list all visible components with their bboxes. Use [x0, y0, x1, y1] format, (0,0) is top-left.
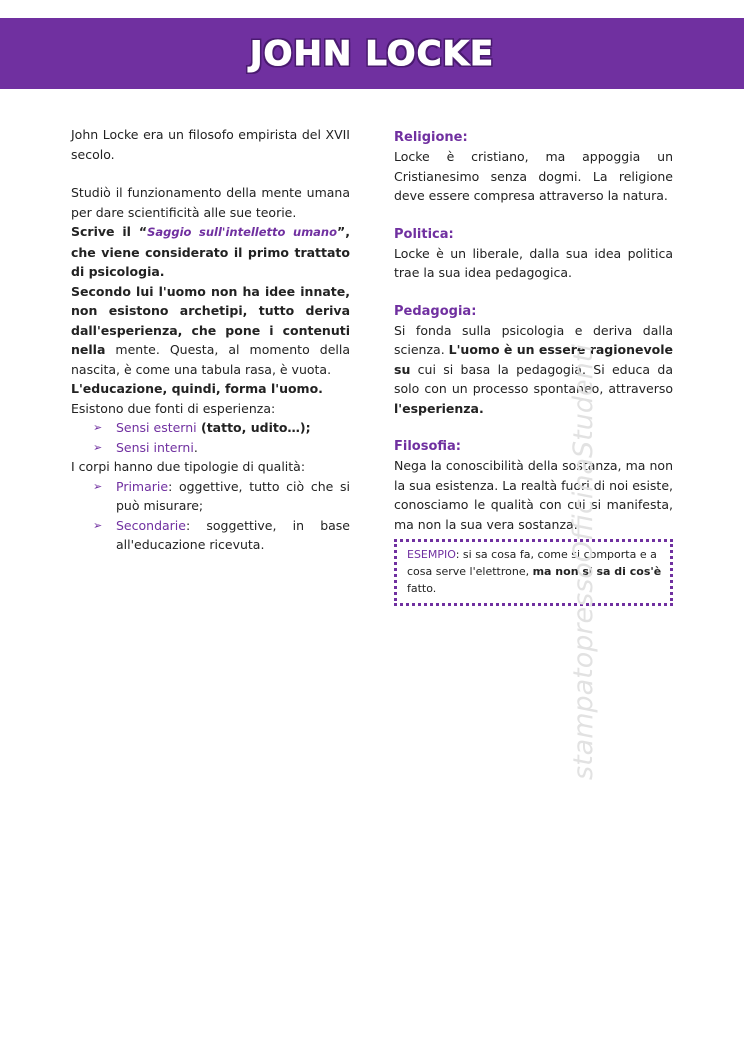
right-column	[394, 128, 673, 606]
pedagogy-text: Si fonda sulla psicologia e deriva dalla scienza. L'uomo è un essere ragionevole su cui si basa la pedagogia. Si educa da solo con un processo spontaneo, attraverso l'esperienza.	[394, 322, 673, 416]
list-item: ➢ Primarie: oggettive, tutto ciò che si può misurare;	[93, 478, 350, 513]
study-paragraph: Studiò il funzionamento della mente umana per dare scientificità alle sue teorie.	[71, 185, 350, 220]
example-label: ESEMPIO	[407, 548, 456, 561]
watermark: stampatopressoOfficinaStudenti	[568, 344, 599, 780]
religion-text: Locke è cristiano, ma appoggia un Cristianesimo senza dogmi. La religione deve essere compresa attraverso la natura.	[394, 149, 673, 203]
religion-section	[394, 128, 673, 206]
qualities-intro: I corpi hanno due tipologie di qualità:	[71, 459, 306, 474]
page-title: JOHN LOCKE	[249, 33, 495, 74]
title-banner	[0, 18, 744, 89]
example-box: ESEMPIO: si sa cosa fa, come si comporta e a cosa serve l'elettrone, ma non si sa di cos'è fatto.	[394, 539, 673, 606]
list-item: ➢ Sensi esterni (tatto, udito…);	[93, 418, 350, 438]
arrow-bullet-icon: ➢	[93, 421, 103, 434]
education-paragraph: L'educazione, quindi, forma l'uomo.	[71, 381, 323, 396]
philosophy-heading: Filosofia:	[394, 439, 461, 454]
essay-paragraph: Scrive il “Saggio sull'intelletto umano”, che viene considerato il primo trattato di psicologia.	[71, 224, 350, 279]
arrow-bullet-icon: ➢	[93, 479, 103, 493]
philosophy-section	[394, 437, 673, 606]
arrow-bullet-icon: ➢	[93, 440, 103, 454]
politics-text: Locke è un liberale, dalla sua idea politica trae la sua idea pedagogica.	[394, 245, 673, 280]
left-column	[71, 125, 350, 555]
pedagogy-heading: Pedagogia:	[394, 303, 477, 319]
qualities-list	[71, 477, 350, 555]
experience-paragraph: Secondo lui l'uomo non ha idee innate, non esistono archetipi, tutto deriva dall'esperienza, che pone i contenuti nella mente. Questa, al momento della nascita, è come una tabula rasa, è vuota.	[71, 283, 350, 377]
philosophy-text: Nega la conoscibilità della sostanza, ma non la sua esistenza. La realtà fuori di noi esiste, conosciamo le qualità con cui si manifesta, ma non la sua vera sostanza.	[394, 458, 673, 532]
intro-paragraph: John Locke era un filosofo empirista del XVII secolo.	[71, 127, 350, 162]
list-item: ➢ Secondarie: soggettive, in base all'educazione ricevuta.	[93, 517, 350, 552]
list-item: ➢ Sensi interni.	[93, 438, 350, 458]
religion-heading: Religione:	[394, 130, 468, 145]
sources-intro: Esistono due fonti di esperienza:	[71, 400, 276, 416]
arrow-bullet-icon: ➢	[93, 518, 103, 532]
politics-heading: Politica:	[394, 226, 454, 242]
politics-section	[394, 225, 673, 283]
essay-title: Saggio sull'intelletto umano	[147, 225, 338, 239]
pedagogy-section	[394, 302, 673, 419]
sources-list	[71, 418, 350, 457]
